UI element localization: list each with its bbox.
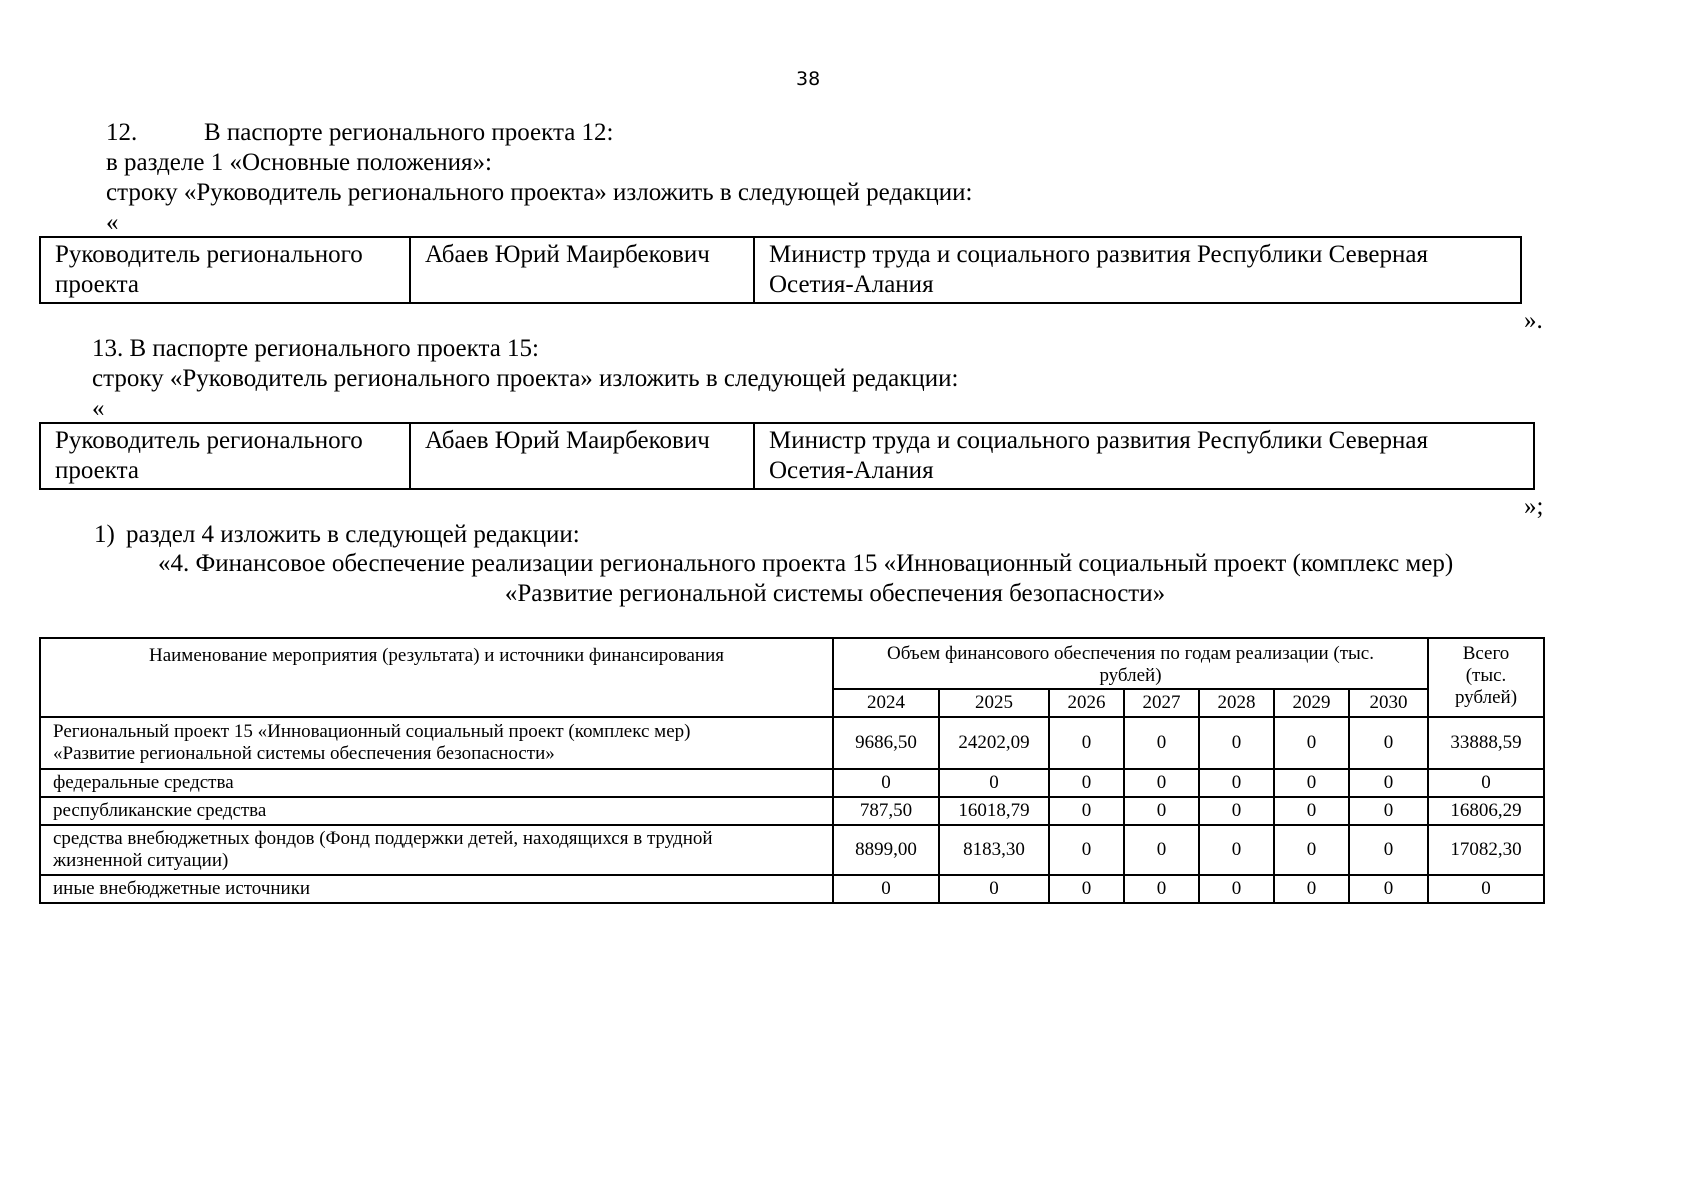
section-12-title: В паспорте регионального проекта 12: xyxy=(204,119,614,146)
value-cell: 0 xyxy=(1349,825,1428,875)
row-name-line2: жизненной ситуации) xyxy=(53,850,229,871)
value-cell: 0 xyxy=(1049,825,1124,875)
row-name xyxy=(40,825,833,875)
table-row xyxy=(40,825,1544,875)
row-name xyxy=(40,797,833,825)
value-cell: 0 xyxy=(1049,717,1124,769)
value-cell: 0 xyxy=(939,875,1049,903)
row-name-line2: «Развитие региональной системы обеспечения безопасности» xyxy=(53,743,555,764)
value-cell: 0 xyxy=(833,769,939,797)
row-label-line1: Руководитель регионального xyxy=(55,427,363,454)
section-12-line2: в разделе 1 «Основные положения»: xyxy=(106,149,492,176)
table-row xyxy=(40,797,1544,825)
section-13-line2: строку «Руководитель регионального проекта» изложить в следующей редакции: xyxy=(92,365,959,392)
table-header-row xyxy=(40,638,1544,689)
value-cell: 24202,09 xyxy=(939,717,1049,769)
row-person-cell xyxy=(410,237,754,303)
col-name-header: Наименование мероприятия (результата) и источники финансирования xyxy=(40,638,833,717)
row-name xyxy=(40,769,833,797)
value-cell: 0 xyxy=(1124,825,1199,875)
total-cell: 0 xyxy=(1428,769,1544,797)
value-cell: 8183,30 xyxy=(939,825,1049,875)
total-header-line1: Всего xyxy=(1462,643,1510,664)
row-name-line1: федеральные средства xyxy=(53,772,234,793)
row-position-line2: Осетия-Алания xyxy=(769,271,934,298)
section-12-line3: строку «Руководитель регионального проекта» изложить в следующей редакции: xyxy=(106,179,973,206)
years-header-line2: рублей) xyxy=(1099,665,1162,686)
row-position-cell xyxy=(754,237,1521,303)
total-cell: 17082,30 xyxy=(1428,825,1544,875)
value-cell: 0 xyxy=(1349,797,1428,825)
row-position-cell xyxy=(754,423,1534,489)
table-row xyxy=(40,717,1544,769)
value-cell: 0 xyxy=(1124,797,1199,825)
section-13-open-quote: « xyxy=(92,395,105,422)
value-cell: 787,50 xyxy=(833,797,939,825)
row-position-line1: Министр труда и социального развития Республики Северная xyxy=(769,241,1428,268)
financing-table xyxy=(39,637,1545,904)
row-name-line1: Региональный проект 15 «Инновационный социальный проект (комплекс мер) xyxy=(53,721,691,742)
value-cell: 0 xyxy=(1274,797,1349,825)
row-label-line2: проекта xyxy=(55,271,139,298)
years-header-line1: Объем финансового обеспечения по годам реализации (тыс. xyxy=(887,643,1374,664)
value-cell: 0 xyxy=(1049,875,1124,903)
year-header: 2024 xyxy=(833,689,939,717)
value-cell: 0 xyxy=(1349,769,1428,797)
year-header: 2030 xyxy=(1349,689,1428,717)
total-header-line2: (тыс. xyxy=(1465,665,1507,686)
value-cell: 0 xyxy=(833,875,939,903)
section-4-heading-line1: «4. Финансовое обеспечение реализации регионального проекта 15 «Инновационный социальный проект (комплекс мер) xyxy=(158,550,1454,577)
row-person-cell xyxy=(410,423,754,489)
value-cell: 0 xyxy=(1349,717,1428,769)
item-1-text: раздел 4 изложить в следующей редакции: xyxy=(126,521,580,548)
value-cell: 0 xyxy=(1049,797,1124,825)
year-header: 2029 xyxy=(1274,689,1349,717)
page-number: 38 xyxy=(796,68,821,90)
row-person: Абаев Юрий Маирбекович xyxy=(425,427,710,454)
value-cell: 0 xyxy=(1199,769,1274,797)
value-cell: 16018,79 xyxy=(939,797,1049,825)
row-name-line1: иные внебюджетные источники xyxy=(53,878,311,899)
value-cell: 0 xyxy=(1124,769,1199,797)
row-label-cell xyxy=(40,237,410,303)
value-cell: 0 xyxy=(1274,875,1349,903)
section-12-head-table xyxy=(39,236,1522,304)
row-label-line2: проекта xyxy=(55,457,139,484)
section-13-title: 13. В паспорте регионального проекта 15: xyxy=(92,335,539,362)
value-cell: 0 xyxy=(1199,875,1274,903)
section-13-head-table xyxy=(39,422,1535,490)
row-label-line1: Руководитель регионального xyxy=(55,241,363,268)
total-cell: 16806,29 xyxy=(1428,797,1544,825)
value-cell: 0 xyxy=(1274,825,1349,875)
row-name xyxy=(40,717,833,769)
total-header xyxy=(1428,638,1544,717)
value-cell: 0 xyxy=(1124,717,1199,769)
year-header: 2027 xyxy=(1124,689,1199,717)
section-12-number: 12. xyxy=(106,119,138,146)
row-name-line1: средства внебюджетных фондов (Фонд поддержки детей, находящихся в трудной xyxy=(53,828,713,849)
value-cell: 8899,00 xyxy=(833,825,939,875)
row-person: Абаев Юрий Маирбекович xyxy=(425,241,710,268)
item-1-marker: 1) xyxy=(94,521,115,548)
row-position-line2: Осетия-Алания xyxy=(769,457,934,484)
value-cell: 0 xyxy=(1274,769,1349,797)
value-cell: 9686,50 xyxy=(833,717,939,769)
total-cell: 0 xyxy=(1428,875,1544,903)
row-label-cell xyxy=(40,423,410,489)
value-cell: 0 xyxy=(1124,875,1199,903)
value-cell: 0 xyxy=(1199,797,1274,825)
table-row xyxy=(40,237,1521,303)
table-row xyxy=(40,423,1534,489)
value-cell: 0 xyxy=(1274,717,1349,769)
section-12-close-quote: ». xyxy=(1524,307,1543,334)
section-12-open-quote: « xyxy=(106,209,119,236)
row-name-line1: республиканские средства xyxy=(53,800,267,821)
years-group-header xyxy=(833,638,1428,689)
section-13-close-quote: »; xyxy=(1524,493,1544,520)
section-4-heading-line2: «Развитие региональной системы обеспечения безопасности» xyxy=(504,580,1166,607)
year-header: 2026 xyxy=(1049,689,1124,717)
table-row xyxy=(40,769,1544,797)
value-cell: 0 xyxy=(1049,769,1124,797)
table-row xyxy=(40,875,1544,903)
value-cell: 0 xyxy=(939,769,1049,797)
value-cell: 0 xyxy=(1199,717,1274,769)
year-header: 2028 xyxy=(1199,689,1274,717)
total-header-line3: рублей) xyxy=(1454,687,1518,708)
total-cell: 33888,59 xyxy=(1428,717,1544,769)
value-cell: 0 xyxy=(1199,825,1274,875)
row-position-line1: Министр труда и социального развития Республики Северная xyxy=(769,427,1428,454)
year-header: 2025 xyxy=(939,689,1049,717)
value-cell: 0 xyxy=(1349,875,1428,903)
row-name xyxy=(40,875,833,903)
